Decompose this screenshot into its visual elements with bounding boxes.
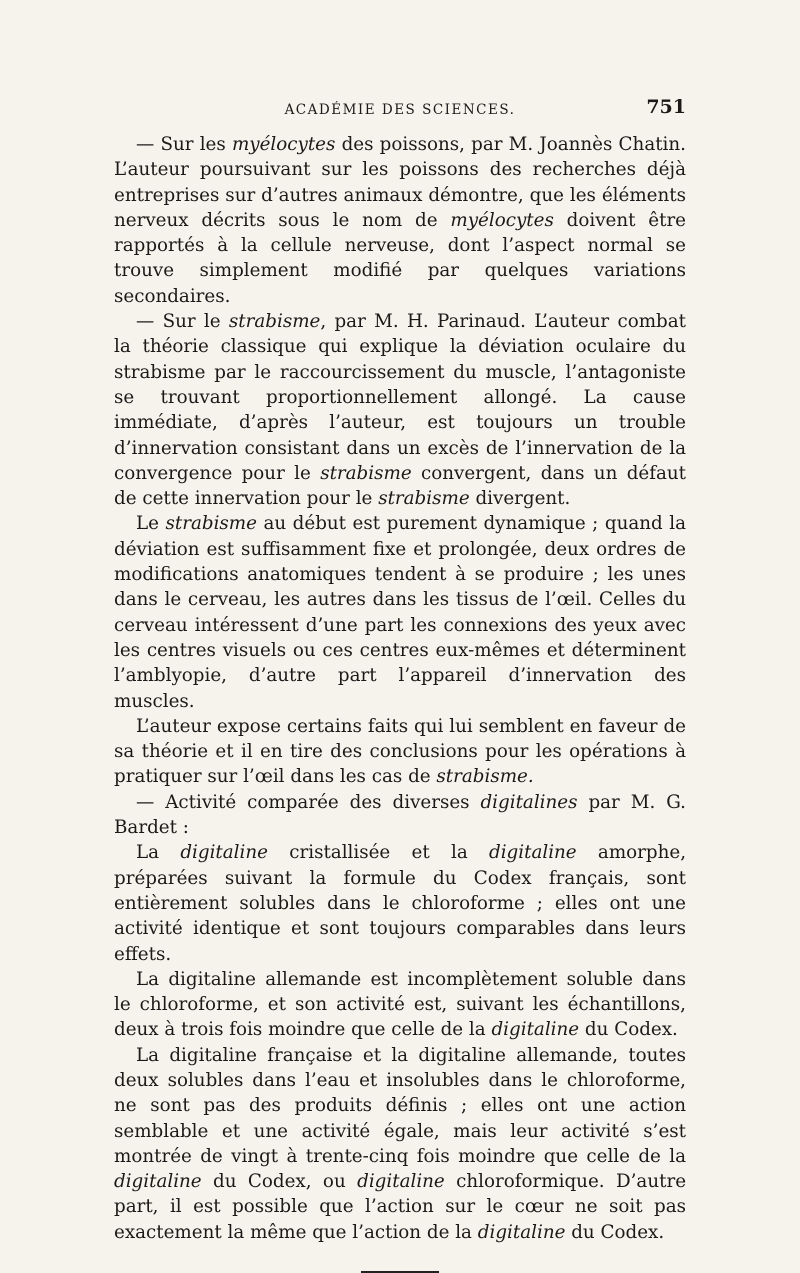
text-run: du Codex.	[565, 1221, 665, 1243]
paragraph	[114, 132, 686, 309]
paragraph	[114, 511, 686, 713]
text-run: convergent, dans un défaut de cette innervation pour le	[114, 462, 686, 510]
italic-term: digitaline	[491, 1019, 580, 1041]
text-run: Le	[136, 513, 166, 535]
body-text	[114, 132, 686, 1245]
italic-term: strabisme	[320, 462, 412, 484]
paragraph	[114, 967, 686, 1043]
page-header	[114, 94, 686, 124]
text-run: au début est purement dynamique ; quand la déviation est suffisamment fixe et prolongée, deux ordres de modifications anatomiques tendent à se produire ; les unes dans le cerveau, les autres dans les tissus de l’œil. Celles du cerveau intéressent d’une part les connexions des yeux avec les centres visuels ou ces centres eux-mêmes et déterminent l’amblyopie, d’autre part l’appareil d’innervation des muscles.	[114, 513, 686, 712]
text-run: par M. G. Bardet :	[114, 791, 686, 839]
page	[114, 94, 686, 1273]
text-run: cristallisée et la	[267, 842, 489, 864]
text-run: du Codex.	[579, 1019, 678, 1041]
italic-term: digitaline	[114, 1171, 202, 1193]
italic-term: strabisme	[165, 513, 257, 535]
paragraph	[114, 840, 686, 966]
text-run: La	[136, 842, 181, 864]
paragraph	[114, 790, 686, 841]
text-run: divergent.	[469, 488, 571, 510]
text-run: du Codex, ou	[201, 1171, 358, 1193]
paragraph	[114, 309, 686, 511]
italic-term: strabisme	[228, 311, 321, 333]
text-run: — Sur le	[136, 311, 229, 333]
text-run: La digitaline française et la digitaline allemande, toutes deux solubles dans l’eau et insolubles dans le chloroforme, ne sont pas des produits définis ; elles ont une action semblable et une activité égale, mais leur activité s’est montrée de vingt à trente-cinq fois moindre que celle de la	[114, 1044, 686, 1167]
italic-term: digitaline	[489, 842, 577, 864]
text-run: chloroformique. D’autre part, il est possible que l’action sur le cœur ne soit pas exactement la même que l’action de la	[114, 1171, 687, 1243]
text-run: amorphe, préparées suivant la formule du Codex français, sont entièrement solubles dans le chloroforme ; elles ont une activité identique et sont toujours comparables dans leurs effets.	[114, 842, 687, 965]
text-run: La digitaline allemande est incomplètement soluble dans le chloroforme, et son activité est, suivant les échantillons, deux à trois fois moindre que celle de la	[114, 968, 686, 1041]
text-run: des poissons, par M. Joannès Chatin. L’auteur poursuivant sur les poissons des recherches déjà entreprises sur d’autres animaux démontre, que les éléments nerveux décrits sous le nom de	[114, 134, 686, 231]
page-number: 751	[646, 96, 686, 118]
italic-term: strabisme.	[436, 766, 534, 788]
italic-term: myélocytes	[231, 134, 336, 155]
italic-term: digitaline	[180, 842, 268, 864]
text-run: , par M. H. Parinaud. L’auteur combat la théorie classique qui explique la déviation oculaire du strabisme par le raccourcissement du muscle, l’antagoniste se trouvant proportionnellement allongé. La cause immédiate, d’après l’auteur, est toujours un trouble d’innervation consistant dans un excès de l’innervation de la convergence pour le	[114, 311, 686, 484]
text-run: doivent être rapportés à la cellule nerveuse, dont l’aspect normal se trouve simplement modifié par quelques variations secondaires.	[114, 209, 686, 307]
text-run: — Sur les	[136, 134, 232, 155]
paragraph	[114, 714, 686, 790]
italic-term: strabisme	[378, 488, 470, 510]
running-title: ACADÉMIE DES SCIENCES.	[284, 102, 516, 118]
text-run: — Activité comparée des diverses	[136, 791, 481, 813]
italic-term: digitalines	[480, 791, 578, 813]
italic-term: digitaline	[357, 1171, 445, 1193]
italic-term: myélocytes	[450, 209, 554, 231]
italic-term: digitaline	[477, 1221, 566, 1243]
text-run: L’auteur expose certains faits qui lui semblent en faveur de sa théorie et il en tire des conclusions pour les opérations à pratiquer sur l’œil dans les cas de	[114, 715, 686, 788]
